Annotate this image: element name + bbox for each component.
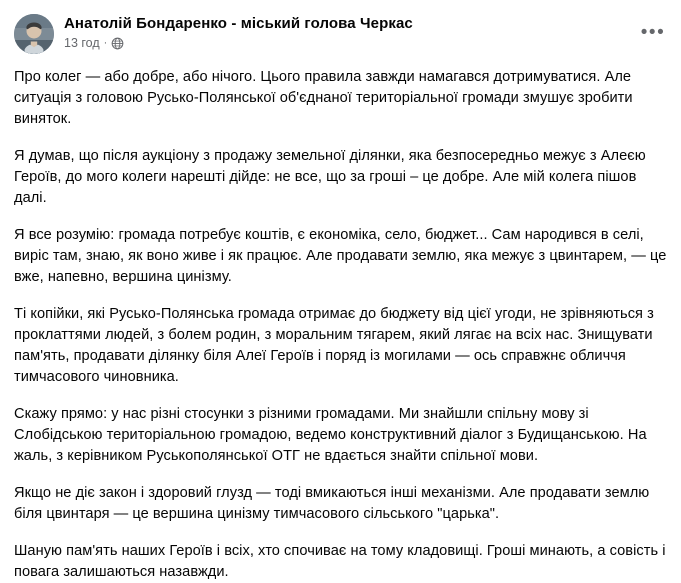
post-text-body xyxy=(0,54,681,583)
post-paragraph: Про колег — або добре, або нічого. Цього правила завжди намагався дотримуватися. Але ситуація з головою Русько-Полянської об'єднаної територіальної громади змушує зробити виняток. xyxy=(14,69,633,127)
post-meta xyxy=(64,36,667,51)
post-paragraph: Скажу прямо: у нас різні стосунки з різними громадами. Ми знайшли спільну мову зі Слобідською територіальною громадою, ведемо конструктивний діалог з Будищанською. На жаль, з керівником Руськополянської ОТГ не вдається знайти спільної мови. xyxy=(14,406,647,464)
post-header xyxy=(0,0,681,54)
author-name[interactable]: Анатолій Бондаренко - міський голова Черкас xyxy=(64,15,413,32)
post-paragraph: Ті копійки, які Русько-Полянська громада отримає до бюджету від цієї угоди, не зрівняються з проклаттями людей, з болем родин, з моральним тягарем, який лягає на всіх нас. Знищувати пам'ять, продавати ділянку біля Алеї Героїв і поряд із могилами — ось справжнє обличчя тимчасового чиновника. xyxy=(14,306,654,385)
post-paragraph: Я все розумію: громада потребує коштів, є економіка, село, бюджет... Сам народився в селі, виріс там, знаю, як воно живе і як працює. Але продавати землю, яка межує з цвинтарем, — це вже, напевно, вершина цинізму. xyxy=(14,227,667,285)
post-header-text xyxy=(64,14,667,51)
post-timestamp[interactable]: 13 год xyxy=(64,36,100,50)
post-paragraph: Якщо не діє закон і здоровий глузд — тоді вмикаються інші механізми. Але продавати землю біля цвинтаря — це вершина цинізму тимчасового сільського "царька". xyxy=(14,485,650,522)
avatar[interactable] xyxy=(14,14,54,54)
post-paragraph: Я думав, що після аукціону з продажу земельної ділянки, яка безпосередньо межує з Алеєю Героїв, до мого колеги нарешті дійде: не все, що за гроші – це добре. Але мій колега пішов далі. xyxy=(14,148,646,206)
globe-icon[interactable] xyxy=(111,37,124,50)
post-paragraph: Шаную пам'ять наших Героїв і всіх, хто спочиває на тому кладовищі. Гроші минають, а совість і повага залишаються назавжди. xyxy=(14,543,666,580)
meta-separator: · xyxy=(103,37,108,49)
post-more-options-button[interactable]: ••• xyxy=(640,21,666,43)
